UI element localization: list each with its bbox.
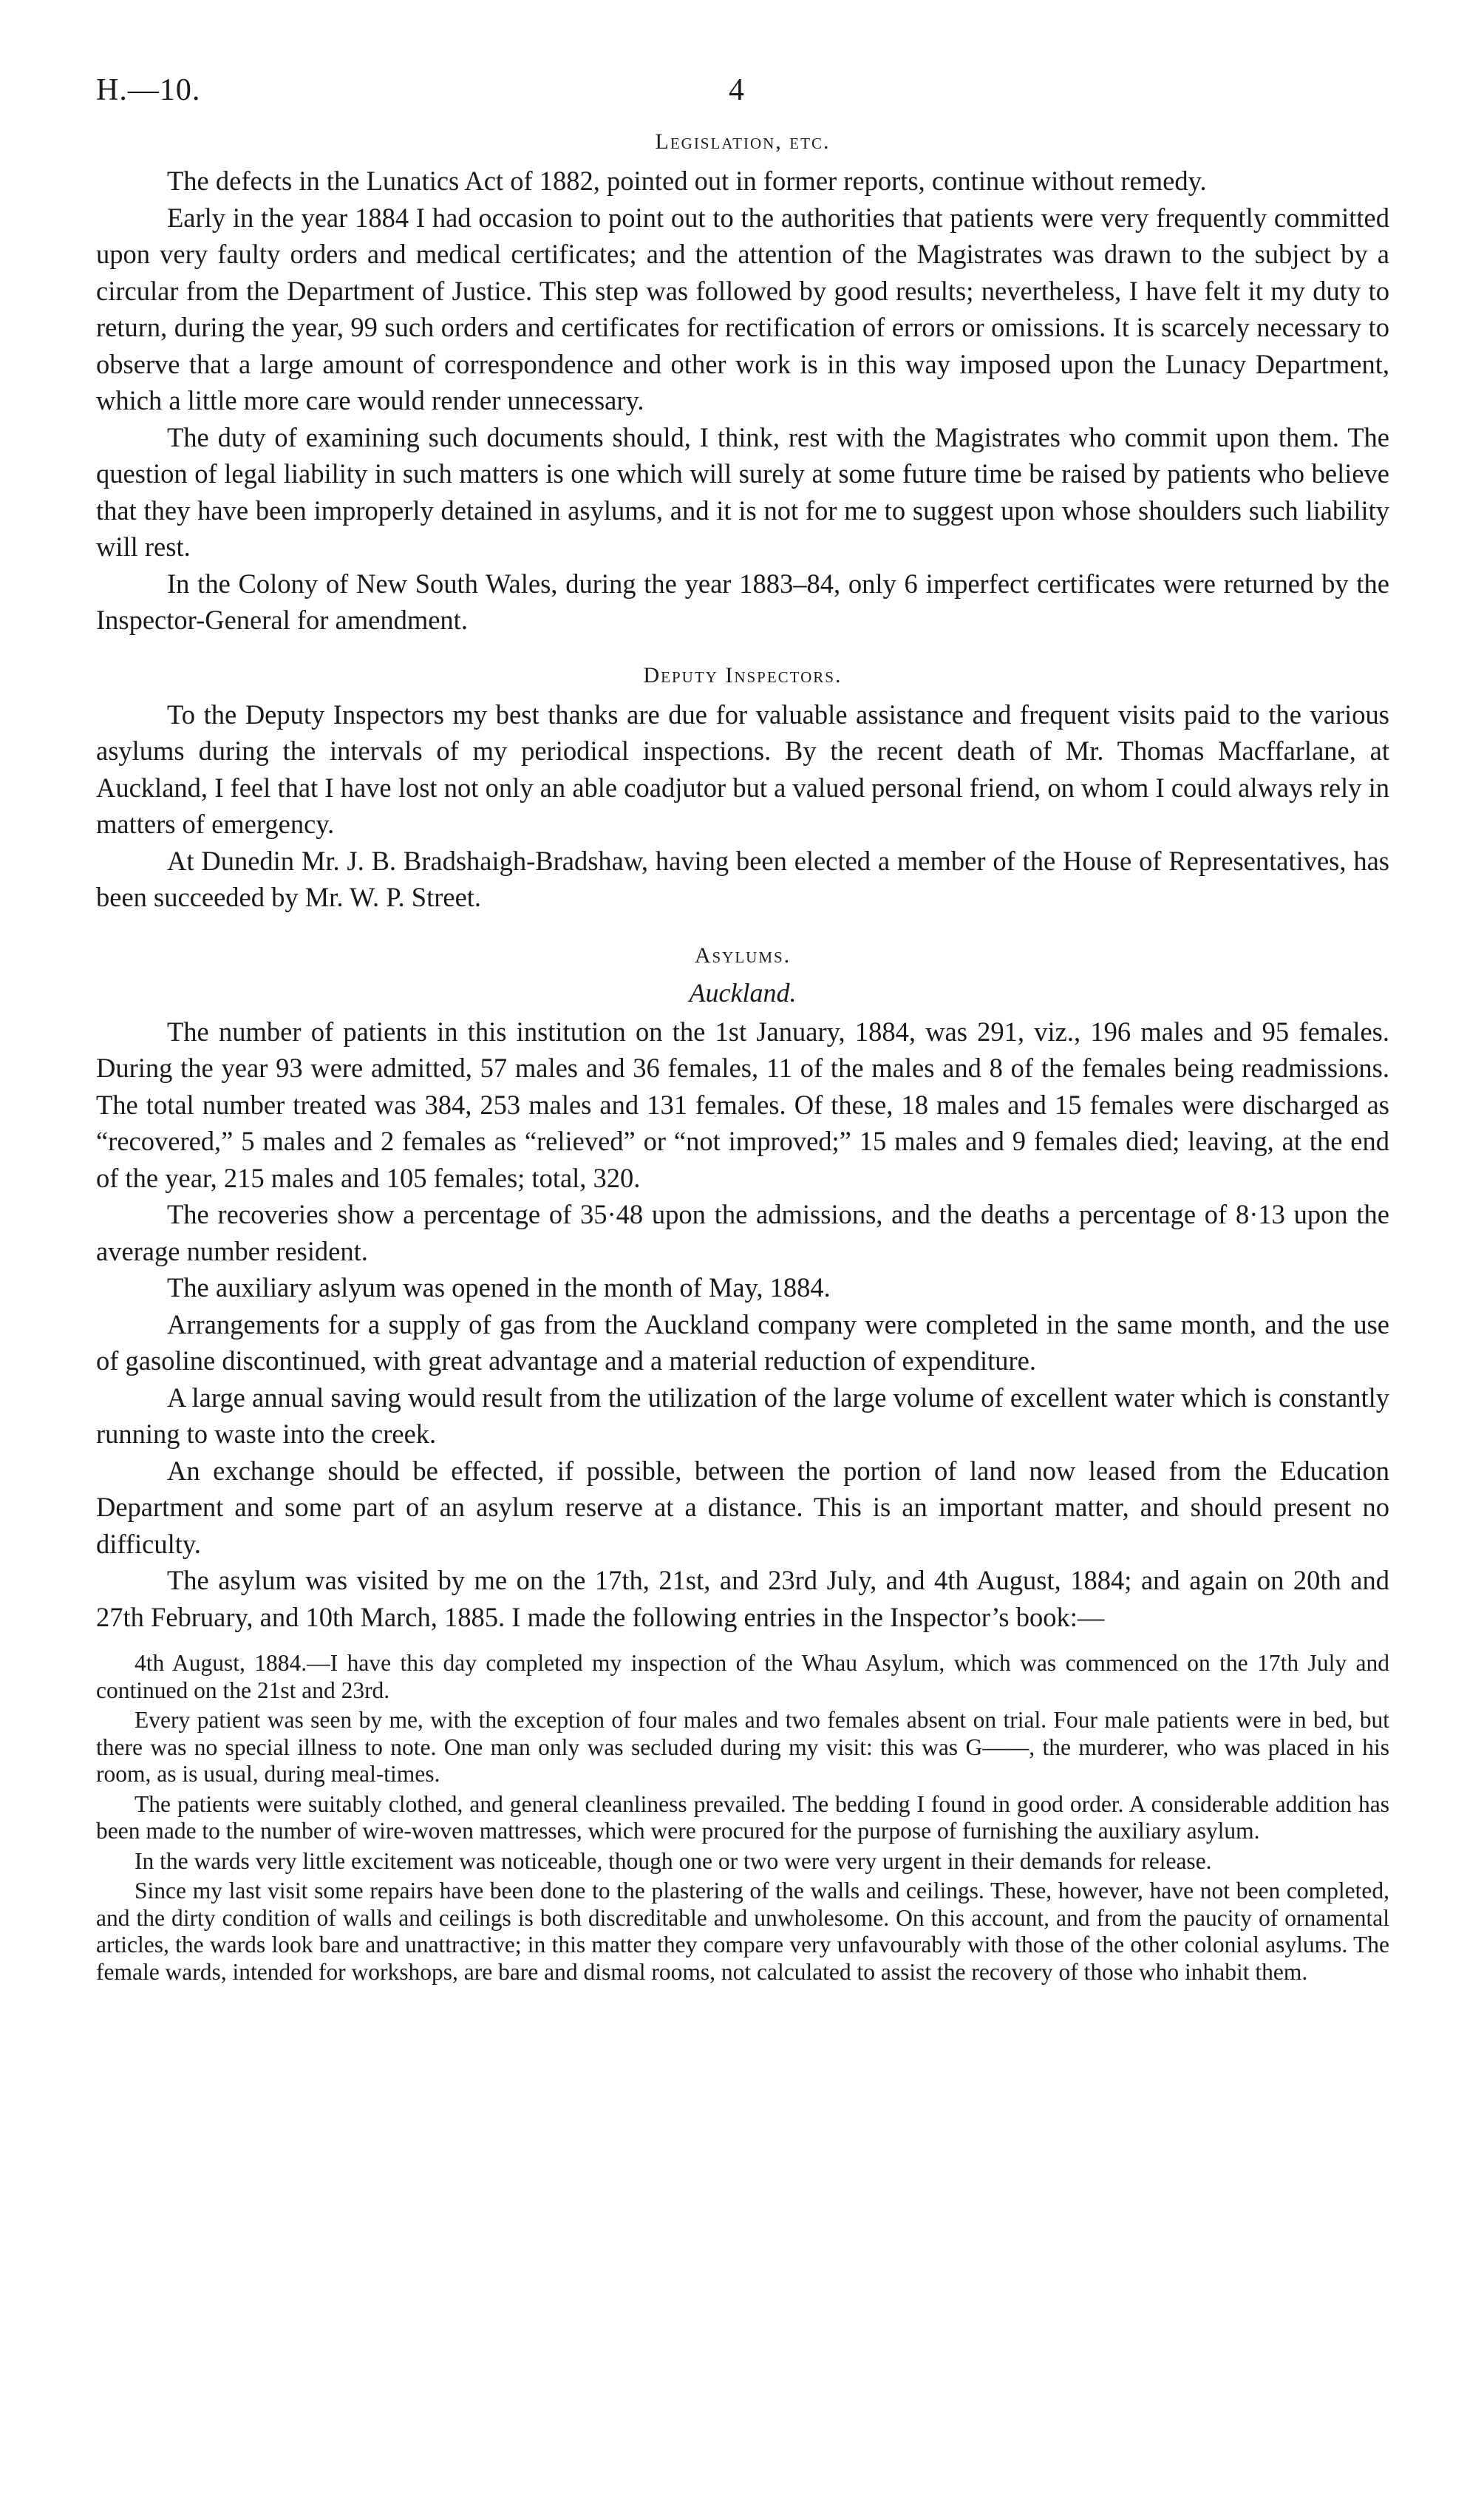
- section-heading: Asylums.: [694, 943, 792, 968]
- page-header: [96, 65, 1389, 112]
- section-deputy-inspectors: [96, 661, 1389, 916]
- page-number: 4: [729, 73, 744, 107]
- paragraph: The recoveries show a percentage of 35·48 upon the admissions, and the deaths a percentage of 8·13 upon the average number resident.: [96, 1199, 1389, 1266]
- paragraph: The number of patients in this institution on the 1st January, 1884, was 291, viz., 196 males and 95 females. During the year 93 were admitted, 57 males and 36 females, 11 of the males and 8 of the females being readmissions. The total number treated was 384, 253 males and 131 females. Of these, 18 males and 15 females were discharged as “recovered,” 5 males and 2 females as “relieved” or “not improved;” 15 males and 9 females died; leaving, at the end of the year, 215 males and 105 females; total, 320.: [96, 1016, 1389, 1193]
- paragraph: The auxiliary aslyum was opened in the month of May, 1884.: [167, 1272, 831, 1303]
- section-subheading: Auckland.: [689, 977, 797, 1008]
- paragraph: At Dunedin Mr. J. B. Bradshaigh-Bradshaw, having been elected a member of the House of Representatives, has been succeeded by Mr. W. P. Street.: [96, 845, 1389, 912]
- paragraph: An exchange should be effected, if possible, between the portion of land now leased from the Education Department and some part of an asylum reserve at a distance. This is an important matter, and should present no difficulty.: [96, 1455, 1389, 1559]
- paragraph: To the Deputy Inspectors my best thanks are due for valuable assistance and frequent visits paid to the various asylums during the intervals of my periodical inspections. By the recent death of Mr. Thomas Macffarlane, at Auckland, I feel that I have lost not only an able coadjutor but a valued personal friend, on whom I could always rely in matters of emergency.: [96, 699, 1389, 839]
- paragraph: Early in the year 1884 I had occasion to point out to the authorities that patients were very frequently committed upon very faulty orders and medical certificates; and the attention of the Magistrates was drawn to the subject by a circular from the Department of Justice. This step was followed by good results; nevertheless, I have felt it my duty to return, during the year, 99 such orders and certificates for rectification of errors or omissions. It is scarcely necessary to observe that a large amount of correspondence and other work is in this way imposed upon the Lunacy Department, which a little more care would render unnecessary.: [96, 202, 1389, 415]
- section-asylums: [96, 941, 1389, 1986]
- section-heading: Legislation, etc.: [655, 129, 831, 154]
- section-heading: Deputy Inspectors.: [643, 662, 843, 687]
- document-reference: H.—10.: [96, 73, 201, 107]
- paragraph: The duty of examining such documents should, I think, rest with the Magistrates who commit upon them. The question of legal liability in such matters is one which will surely at some future time be raised by patients who believe that they have been improperly detained in asylums, and it is not for me to suggest upon whose shoulders such liability will rest.: [96, 421, 1389, 562]
- quoted-paragraph: The patients were suitably clothed, and general cleanliness prevailed. The bedding I found in good order. A considerable addition has been made to the number of wire-woven mattresses, which were procured for the purpose of furnishing the auxiliary asylum.: [96, 1790, 1389, 1844]
- quoted-paragraph: Every patient was seen by me, with the exception of four males and two females absent on trial. Four male patients were in bed, but there was no special illness to note. One man only was secluded during my visit: this was G——, the murderer, who was placed in his room, as is usual, during meal-times.: [96, 1707, 1389, 1787]
- quoted-paragraph: Since my last visit some repairs have been done to the plastering of the walls and ceilings. These, however, have not been completed, and the dirty condition of walls and ceilings is both discreditable and unwholesome. On this account, and from the paucity of ornamental articles, the wards look bare and unattractive; in this matter they compare very unfavourably with those of the other colonial asylums. The female wards, intended for workshops, are bare and dismal rooms, not calculated to assist the recovery of those who inhabit them.: [96, 1878, 1389, 1985]
- paragraph: A large annual saving would result from the utilization of the large volume of excellent water which is constantly running to waste into the creek.: [96, 1382, 1389, 1449]
- paragraph: The asylum was visited by me on the 17th, 21st, and 23rd July, and 4th August, 1884; and again on 20th and 27th February, and 10th March, 1885. I made the following entries in the Inspector’s book:—: [96, 1565, 1389, 1632]
- section-legislation: [96, 127, 1389, 639]
- paragraph: In the Colony of New South Wales, during the year 1883–84, only 6 imperfect certificates were returned by the Inspector-General for amendment.: [96, 568, 1389, 635]
- paragraph: Arrangements for a supply of gas from the Auckland company were completed in the same month, and the use of gasoline discontinued, with great advantage and a material reduction of expenditure.: [96, 1308, 1389, 1376]
- paragraph: The defects in the Lunatics Act of 1882, pointed out in former reports, continue without remedy.: [167, 166, 1207, 196]
- quoted-paragraph: 4th August, 1884.—I have this day completed my inspection of the Whau Asylum, which was commenced on the 17th July and continued on the 21st and 23rd.: [96, 1650, 1389, 1703]
- quoted-paragraph: In the wards very little excitement was noticeable, though one or two were very urgent in their demands for release.: [135, 1847, 1212, 1874]
- inspector-book-entries: [96, 1650, 1389, 1986]
